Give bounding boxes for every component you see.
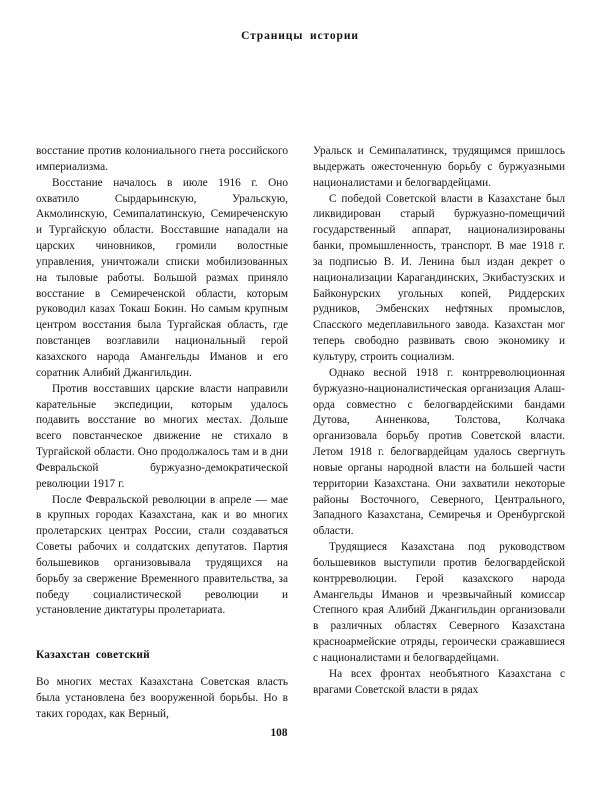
paragraph: Против восставших царские власти направили карательные экспедиции, которым удалось подавить восстание во многих местах. Дольше всего повстанческое движение не стихало в Тургайской области. Оно продолжалось там и в дни Февральской буржуазно-демократической революции 1917 г. [36,382,288,490]
section-subhead: Казахстан советский [36,649,150,662]
body-columns [36,144,565,723]
paragraph: Однако весной 1918 г. контрреволюционная буржуазно-националистическая организация Алаш-орда совместно с белогвардейскими бандами Дутова, Анненкова, Толстова, Колчака организовала борьбу против Советской власти. Летом 1918 г. белогвардейцам удалось свергнуть новые органы народной власти на большей части территории Казахстана. Они захватили некоторые районы Восточного, Северного, Центрального, Западного Казахстана, Семиречья и Оренбургской области. [313,366,565,538]
paragraph: Восстание началось в июле 1916 г. Оно охватило Сырдарьинскую, Уральскую, Акмолинскую, Семипалатинскую, Семиреченскую и Тургайскую области. Восставшие нападали на царских чиновников, громили волостные управления, уничтожали списки мобилизованных на тыловые работы. Большой размах приняло восстание в Семиреченской области, которым руководил казах Токаш Бокин. Но самым крупным центром восстания была Тургайская область, где повстанцев возглавили национальный герой казахского народа Амангельды Иманов и его соратник Алибий Джангильдин. [36,176,288,379]
running-head: Страницы истории [241,30,359,42]
page-number: 108 [270,727,288,739]
paragraph: Уральск и Семипалатинск, трудящимся пришлось выдержать ожесточенную борьбу с буржуазными националистами и белогвардейцами. [313,145,565,189]
left-column [36,144,288,723]
right-column [313,144,565,723]
paragraph: Во многих местах Казахстана Советская власть была установлена без вооруженной борьбы. Но в таких городах, как Верный, [36,676,288,720]
paragraph: На всех фронтах необъятного Казахстана с врагами Советской власти в рядах [313,667,565,696]
paragraph: Трудящиеся Казахстана под руководством большевиков выступили против белогвардейской контрреволюции. Герой казахского народа Амангельды Иманов и чрезвычайный комиссар Степного края Алибий Джангильдин организовали в различных областях Северного Казахстана красноармейские отряды, героически сражавшиеся с националистами и белогвардейцами. [313,541,565,664]
paragraph: С победой Советской власти в Казахстане был ликвидирован старый буржуазно-помещичий государственный аппарат, национализированы банки, промышленность, транспорт. В мае 1918 г. за подписью В. И. Ленина был издан декрет о национализации Карагандинских, Экибастузских и Байконурских угольных копей, Риддерских рудников, Эмбенских нефтяных промыслов, Спасского медеплавильного завода. Казахстан мог теперь свободно развивать свою экономику и культуру, строить социализм. [313,192,565,363]
paragraph: После Февральской революции в апреле — мае в крупных городах Казахстана, как и во многих пролетарских центрах России, стали создаваться Советы рабочих и солдатских депутатов. Партия большевиков организовывала трудящихся на борьбу за свержение Временного правительства, за победу социалистической революции и установление диктатуры пролетариата. [36,493,288,617]
paragraph: восстание против колониального гнета российского империализма. [36,145,288,173]
